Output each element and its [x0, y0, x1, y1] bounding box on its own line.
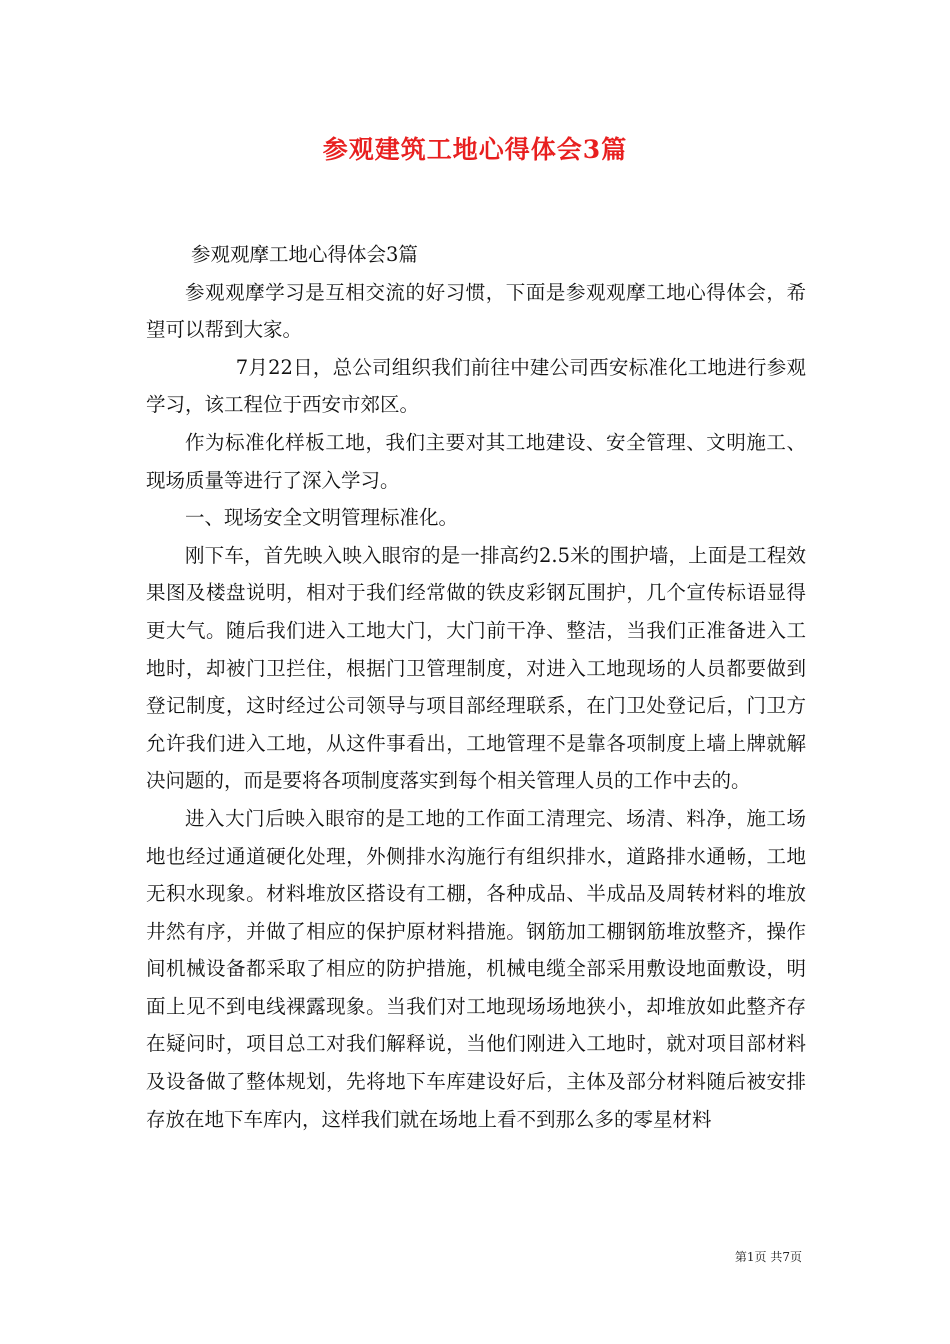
date-paragraph: 7月22日，总公司组织我们前往中建公司西安标准化工地进行参观学习，该工程位于西安市郊区。	[146, 355, 806, 417]
intro-paragraph: 参观观摩学习是互相交流的好习惯，下面是参观观摩工地心得体会，希望可以帮到大家。	[146, 280, 806, 342]
focus-paragraph: 作为标准化样板工地，我们主要对其工地建设、安全管理、文明施工、现场质量等进行了深入学习。	[146, 430, 806, 492]
document-title: 参观建筑工地心得体会3篇	[322, 135, 628, 164]
body-paragraph: 进入大门后映入眼帘的是工地的工作面工清理完、场清、料净，施工场地也经过通道硬化处理，外侧排水沟施行有组织排水，道路排水通畅，工地无积水现象。材料堆放区搭设有工棚，各种成品、半成品及周转材料的堆放井然有序，并做了相应的保护原材料措施。钢筋加工棚钢筋堆放整齐，操作间机械设备都采取了相应的防护措施，机械电缆全部采用敷设地面敷设，明面上见不到电线裸露现象。当我们对工地现场场地狭小，却堆放如此整齐存在疑问时，项目总工对我们解释说，当他们刚进入工地时，就对项目部材料及设备做了整体规划，先将地下车库建设好后，主体及部分材料随后被安排存放在地下车库内，这样我们就在场地上看不到那么多的零星材料	[146, 806, 806, 1131]
page-number: 第1页 共7页	[734, 1250, 802, 1264]
document-body	[146, 236, 806, 1138]
body-paragraph: 刚下车，首先映入映入眼帘的是一排高约2.5米的围护墙，上面是工程效果图及楼盘说明，相对于我们经常做的铁皮彩钢瓦围护，几个宣传标语显得更大气。随后我们进入工地大门，大门前干净、整洁，当我们正准备进入工地时，却被门卫拦住，根据门卫管理制度，对进入工地现场的人员都要做到登记制度，这时经过公司领导与项目部经理联系，在门卫处登记后，门卫方允许我们进入工地，从这件事看出，工地管理不是靠各项制度上墙上牌就解决问题的，而是要将各项制度落实到每个相关管理人员的工作中去的。	[146, 543, 806, 793]
subtitle-paragraph: 参观观摩工地心得体会3篇	[191, 243, 418, 266]
section-heading: 一、现场安全文明管理标准化。	[185, 506, 459, 530]
